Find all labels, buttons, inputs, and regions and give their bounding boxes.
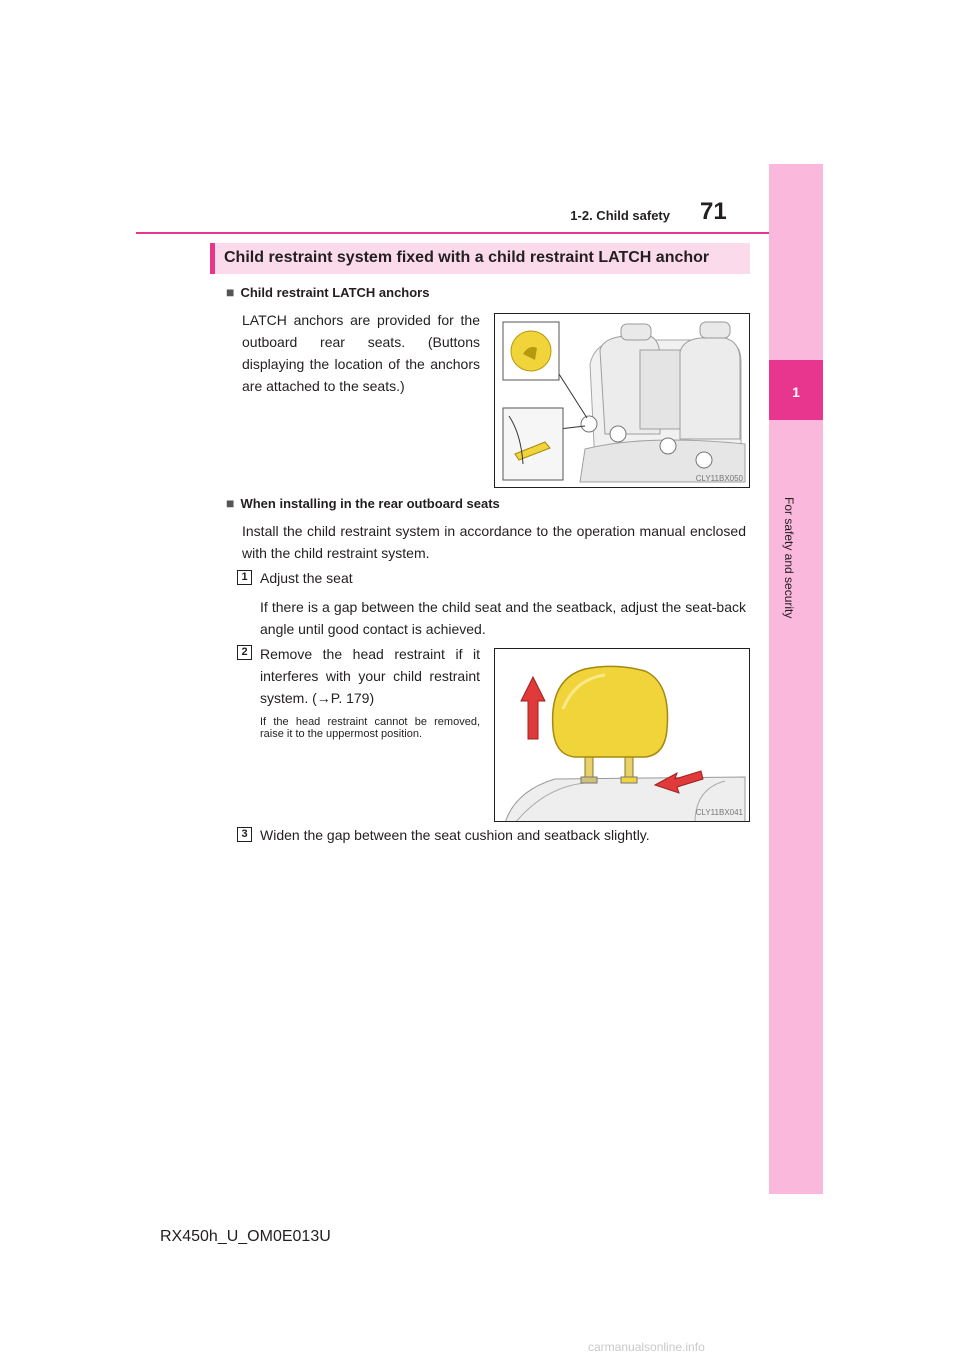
installation-intro: Install the child restraint system in accordance to the operation manual enclosed with the child restraint system. [242,523,746,561]
step-1-title: Adjust the seat [260,570,353,586]
latch-anchors-description: LATCH anchors are provided for the outboard rear seats. (Buttons displaying the location of the anchors are attached to the seats.) [242,312,480,394]
figure-head-restraint [494,648,750,822]
document-code: RX450h_U_OM0E013U [160,1228,331,1245]
rear-seat-illustration [495,314,750,488]
chapter-tab-strip [769,164,823,1194]
subheading-rear-outboard [226,495,500,511]
watermark: carmanualsonline.info [588,1340,705,1354]
figure-rear-seat-latch-anchors [494,313,750,488]
figure-code: CLY11BX050 [695,474,743,483]
step-number-3: 3 [237,827,252,842]
section-heading-text: Child restraint system fixed with a child restraint LATCH anchor [224,249,710,266]
head-restraint-illustration [495,649,750,822]
subheading-latch-anchors [226,284,429,300]
section-heading [210,243,750,274]
step-number-1: 1 [237,570,252,585]
running-header-section: 1-2. Child safety [570,208,670,223]
subheading-latch-anchors-text: Child restraint LATCH anchors [240,285,430,300]
page-number: 71 [700,198,727,225]
chapter-tab-label-text: For safety and security [782,497,796,619]
header-rule [136,232,822,234]
square-bullet-icon: ■ [226,495,235,511]
step-3-title: Widen the gap between the seat cushion and seatback slightly. [260,827,650,843]
step-1-detail: If there is a gap between the child seat and the seatback, adjust the seat-back angle until good contact is achieved. [260,599,746,637]
step-number-2: 2 [237,645,252,660]
figure-code: CLY11BX041 [695,808,743,817]
step-2-title: Remove the head restraint if it interferes with your child restraint system. (→P. 179) [260,646,480,706]
step-2-detail: If the head restraint cannot be removed, raise it to the uppermost position. [260,716,480,740]
section-heading-bar [210,243,215,274]
subheading-rear-outboard-text: When installing in the rear outboard seats [240,496,500,511]
chapter-tab-number: 1 [792,384,800,400]
square-bullet-icon: ■ [226,284,235,300]
